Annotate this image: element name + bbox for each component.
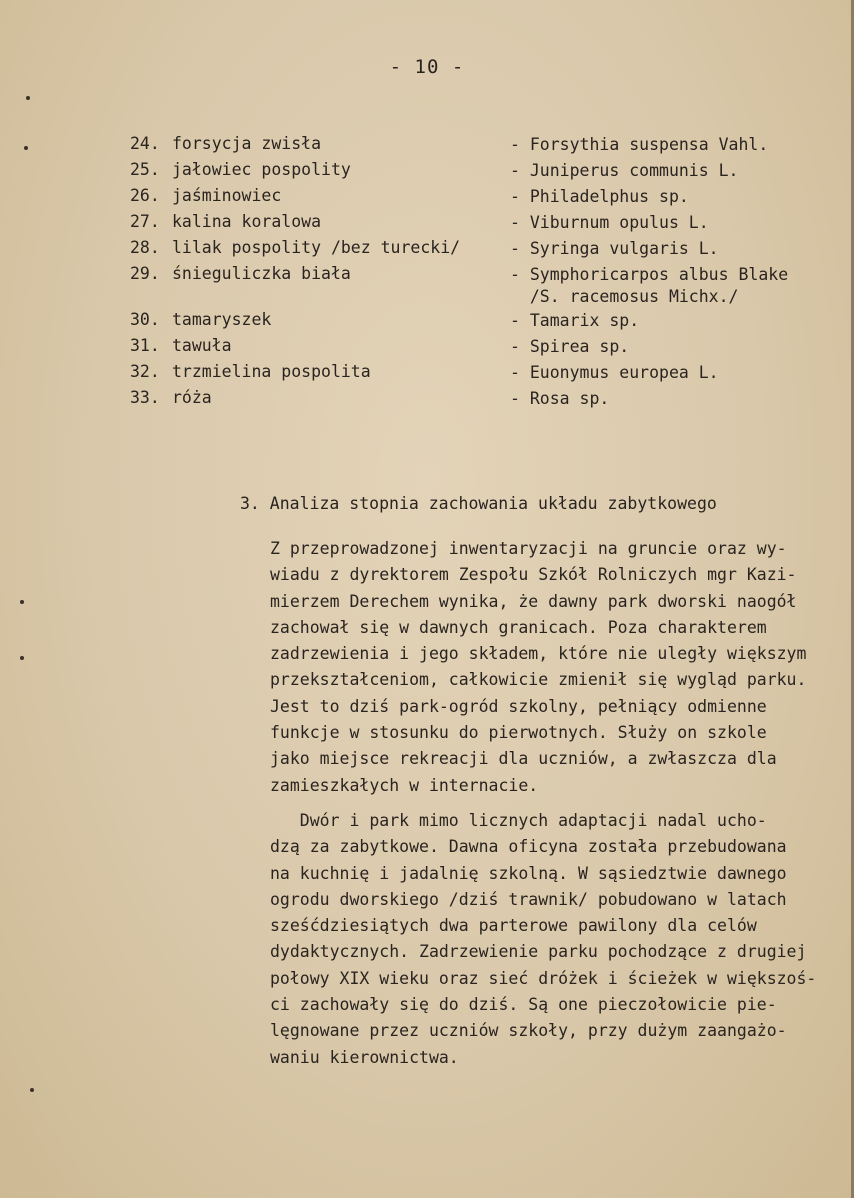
item-number: 30. — [130, 310, 160, 329]
section-heading: 3. Analiza stopnia zachowania układu zabytkowego — [240, 494, 717, 513]
text-line: sześćdziesiątych dwa parterowe pawilony dla celów — [270, 916, 757, 936]
polish-name: tamaryszek — [172, 310, 272, 329]
latin-name-line: /S. racemosus Michx./ — [510, 287, 739, 306]
paper-speck — [20, 656, 24, 660]
body-paragraph — [270, 536, 806, 799]
text-line: przekształceniom, całkowicie zmienił się wygląd parku. — [270, 670, 807, 690]
text-line: ci zachowały się do dziś. Są one pieczołowicie pie- — [270, 995, 777, 1015]
latin-name — [510, 264, 788, 308]
latin-name-line: - Symphoricarpos albus Blake — [510, 265, 789, 284]
list-item — [130, 186, 830, 212]
polish-name: tawuła — [172, 336, 232, 355]
item-number: 28. — [130, 238, 160, 257]
polish-name: jaśminowiec — [172, 186, 282, 205]
paper-speck — [26, 96, 30, 100]
text-line: zachował się w dawnych granicach. Poza charakterem — [270, 617, 767, 637]
text-line: lęgnowane przez uczniów szkoły, przy dużym zaangażo- — [270, 1021, 787, 1041]
paper-speck — [20, 600, 24, 604]
text-line: Jest to dziś park-ogród szkolny, pełniący odmienne — [270, 696, 767, 716]
paper-speck — [30, 1088, 34, 1092]
text-line: zamieszkałych w internacie. — [270, 775, 539, 795]
polish-name: róża — [172, 388, 212, 407]
list-item — [130, 134, 830, 160]
plant-list — [130, 134, 830, 414]
text-line: ogrodu dworskiego /dziś trawnik/ pobudowano w latach — [270, 889, 787, 909]
text-line: połowy XIX wieku oraz sieć dróżek i ścieżek w większoś- — [270, 968, 817, 988]
item-number: 26. — [130, 186, 160, 205]
text-line: mierzem Derechem wynika, że dawny park dworski naogół — [270, 591, 797, 611]
item-number: 24. — [130, 134, 160, 153]
body-paragraph — [270, 808, 816, 1071]
latin-name: - Viburnum opulus L. — [510, 213, 709, 232]
latin-name: - Philadelphus sp. — [510, 187, 689, 206]
paper-speck — [24, 146, 28, 150]
text-line: na kuchnię i jadalnię szkolną. W sąsiedztwie dawnego — [270, 863, 787, 883]
list-item — [130, 212, 830, 238]
polish-name: lilak pospolity /bez turecki/ — [172, 238, 461, 257]
text-line: zadrzewienia i jego składem, które nie uległy większym — [270, 644, 807, 664]
latin-name: - Rosa sp. — [510, 389, 610, 408]
item-number: 32. — [130, 362, 160, 381]
list-item — [130, 336, 830, 362]
text-line: waniu kierownictwa. — [270, 1047, 459, 1067]
text-line: funkcje w stosunku do pierwotnych. Służy on szkole — [270, 723, 767, 743]
latin-name: - Euonymus europea L. — [510, 363, 719, 382]
item-number: 25. — [130, 160, 160, 179]
item-number: 29. — [130, 264, 160, 283]
list-item — [130, 388, 830, 414]
latin-name: - Forsythia suspensa Vahl. — [510, 135, 769, 154]
polish-name: forsycja zwisła — [172, 134, 322, 153]
text-line: jako miejsce rekreacji dla uczniów, a zwłaszcza dla — [270, 749, 777, 769]
text-line: dydaktycznych. Zadrzewienie parku pochodzące z drugiej — [270, 942, 807, 962]
text-line: Dwór i park mimo licznych adaptacji nadal ucho- — [270, 811, 767, 830]
latin-name: - Syringa vulgaris L. — [510, 239, 719, 258]
polish-name: jałowiec pospolity — [172, 160, 351, 179]
polish-name: śnieguliczka biała — [172, 264, 351, 283]
polish-name: kalina koralowa — [172, 212, 322, 231]
list-item — [130, 362, 830, 388]
text-line: dzą za zabytkowe. Dawna oficyna została przebudowana — [270, 837, 787, 857]
polish-name: trzmielina pospolita — [172, 362, 371, 381]
item-number: 27. — [130, 212, 160, 231]
item-number: 31. — [130, 336, 160, 355]
text-line: wiadu z dyrektorem Zespołu Szkół Rolniczych mgr Kazi- — [270, 565, 797, 585]
list-item — [130, 238, 830, 264]
latin-name: - Tamarix sp. — [510, 311, 640, 330]
text-line: Z przeprowadzonej inwentaryzacji na gruncie oraz wy- — [270, 539, 787, 558]
list-item — [130, 160, 830, 186]
page-number: - 10 - — [389, 56, 465, 78]
latin-name: - Juniperus communis L. — [510, 161, 739, 180]
latin-name: - Spirea sp. — [510, 337, 630, 356]
list-item — [130, 310, 830, 336]
list-item — [130, 264, 830, 310]
item-number: 33. — [130, 388, 160, 407]
